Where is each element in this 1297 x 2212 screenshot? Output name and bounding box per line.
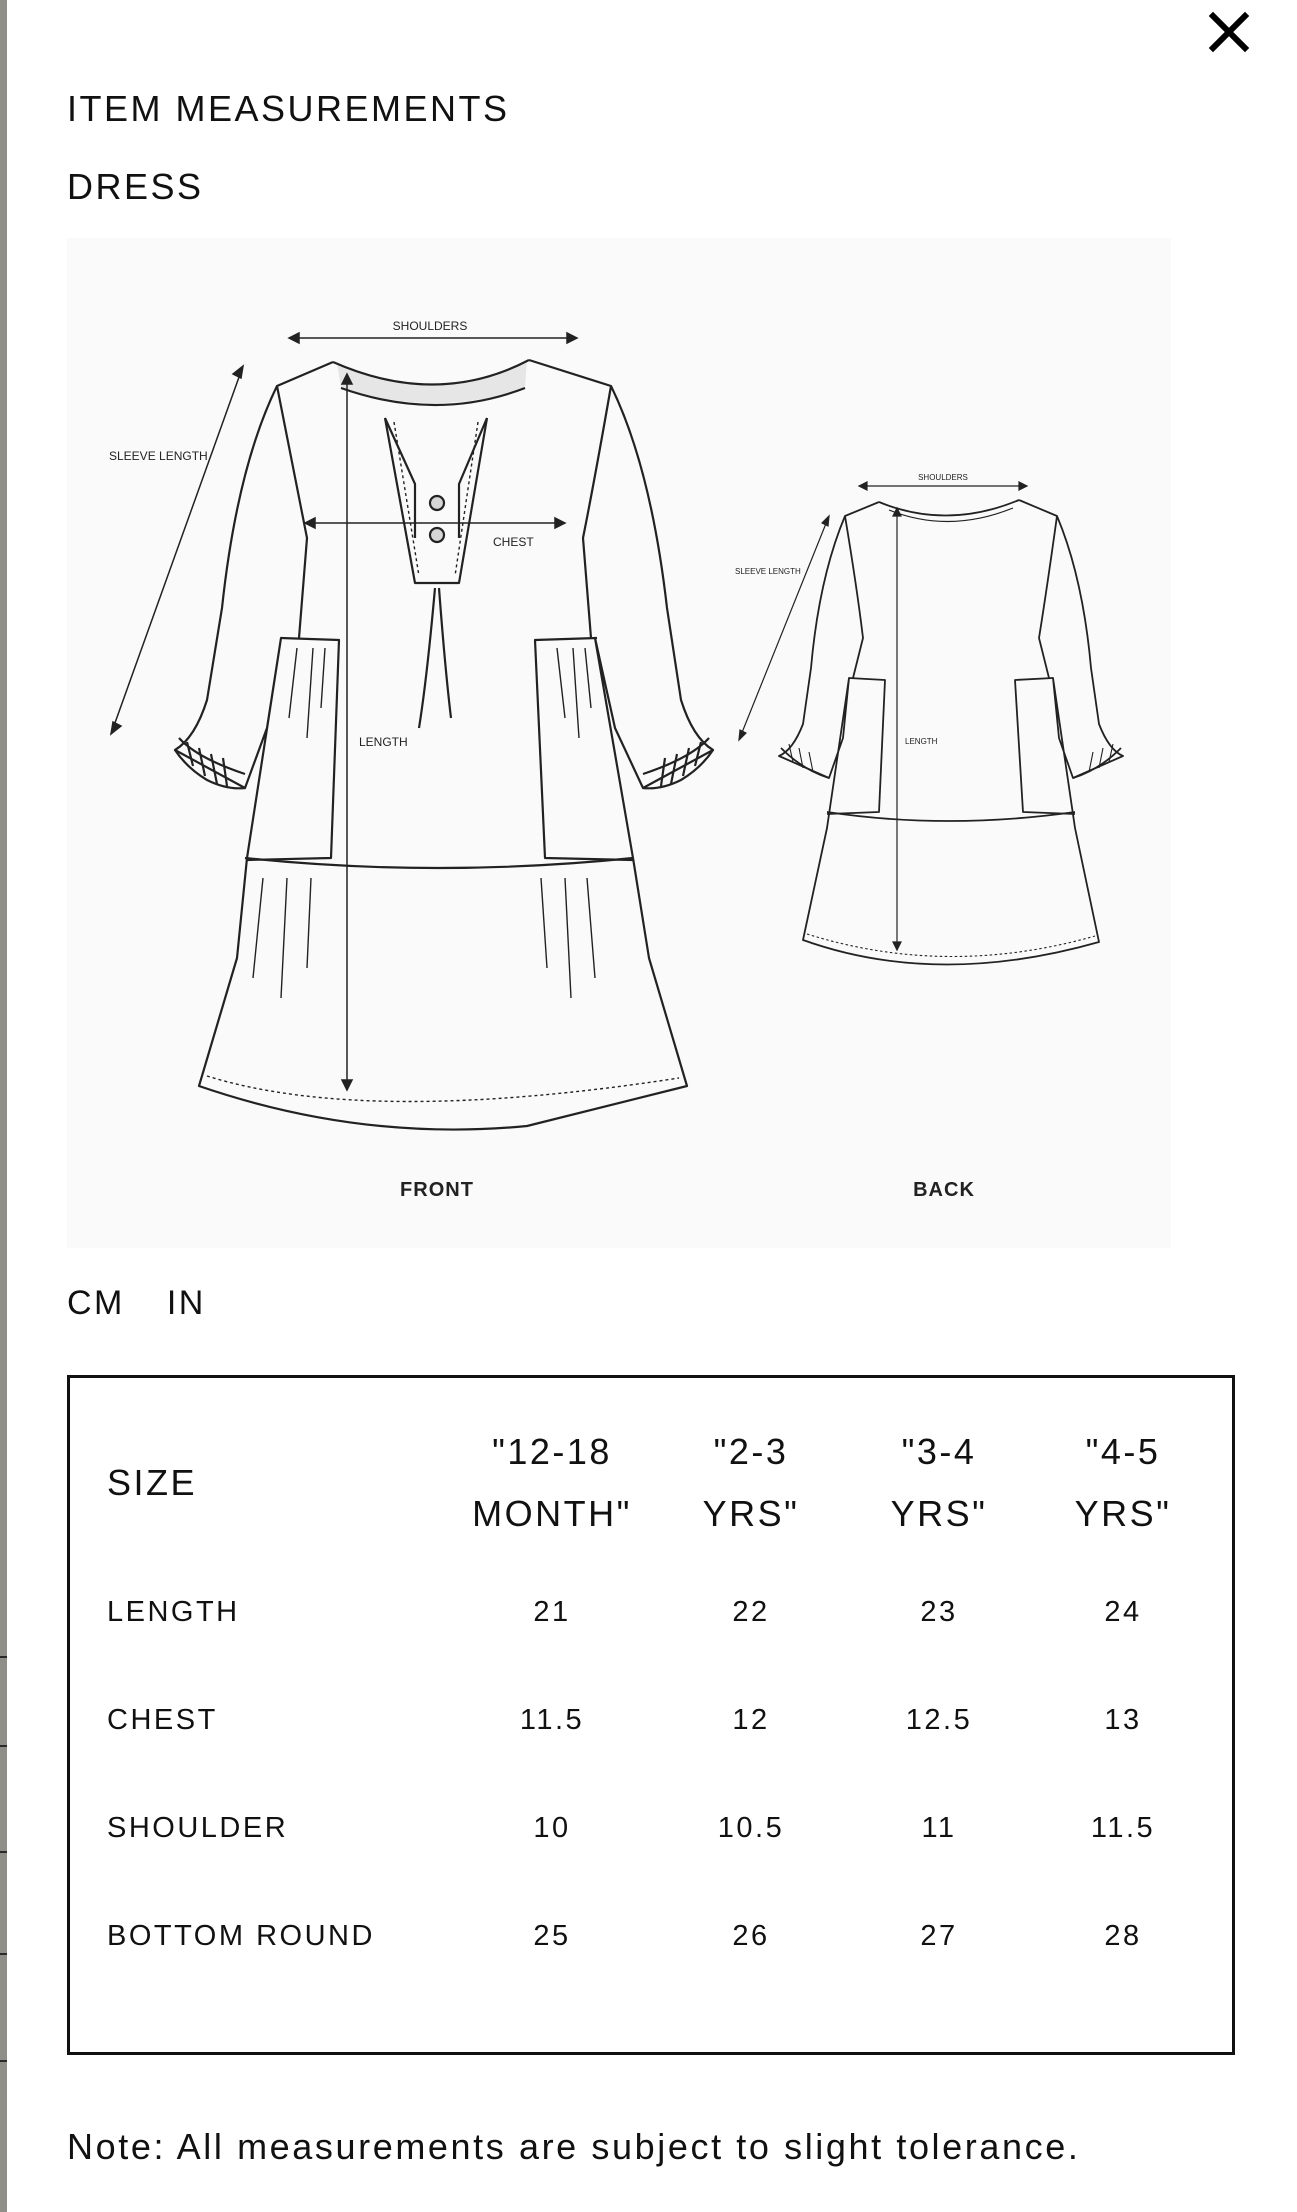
tolerance-note: Note: All measurements are subject to slight tolerance.	[67, 2126, 1081, 2167]
front-shoulders-label: SHOULDERS	[392, 319, 468, 333]
size-header-12-18-month: "12-18 MONTH"	[472, 1431, 632, 1534]
edge-divider	[0, 2060, 7, 2062]
table-row	[107, 1774, 1213, 1882]
table-cell: 23	[920, 1595, 958, 1628]
table-cell: 25	[533, 1919, 571, 1952]
close-icon	[1205, 8, 1253, 56]
edge-divider	[0, 1745, 7, 1747]
table-cell: 12	[732, 1703, 770, 1736]
table-row	[107, 1882, 1213, 1990]
table-cell: 26	[732, 1919, 770, 1952]
unit-toggle	[67, 1284, 206, 1323]
size-chart-table	[67, 1375, 1235, 2055]
row-label: CHEST	[107, 1703, 218, 1736]
table-cell: 22	[732, 1595, 770, 1628]
back-shoulders-label: SHOULDERS	[918, 473, 968, 482]
size-header-3-4-yrs: "3-4 YRS"	[890, 1431, 988, 1534]
table-row	[107, 1666, 1213, 1774]
front-caption: FRONT	[400, 1179, 474, 1201]
front-measure-lines	[111, 333, 577, 1090]
size-column-header: SIZE	[107, 1462, 198, 1503]
table-cell: 28	[1104, 1919, 1142, 1952]
table-cell: 10.5	[717, 1811, 785, 1844]
unit-cm-button[interactable]: CM	[67, 1284, 125, 1322]
table-cell: 24	[1104, 1595, 1142, 1628]
size-header-4-5-yrs: "4-5 YRS"	[1074, 1431, 1172, 1534]
table-cell: 11.5	[519, 1703, 585, 1736]
row-label: BOTTOM ROUND	[107, 1919, 375, 1952]
size-header-2-3-yrs: "2-3 YRS"	[702, 1431, 800, 1534]
row-label: LENGTH	[107, 1595, 240, 1628]
close-button[interactable]	[1205, 8, 1253, 56]
background-page-edge	[0, 0, 7, 2212]
table-cell: 11	[921, 1811, 957, 1844]
back-length-label: LENGTH	[905, 737, 938, 746]
table-cell: 11.5	[1090, 1811, 1156, 1844]
row-label: SHOULDER	[107, 1811, 289, 1844]
measurement-diagram	[67, 238, 1171, 1248]
table-cell: 13	[1104, 1703, 1142, 1736]
front-sleeve-length-label: SLEEVE LENGTH	[109, 449, 208, 463]
front-chest-label: CHEST	[493, 535, 534, 549]
unit-in-button[interactable]: IN	[166, 1284, 206, 1322]
modal-title: ITEM MEASUREMENTS	[67, 88, 510, 129]
front-length-label: LENGTH	[359, 735, 408, 749]
table-cell: 10	[533, 1811, 571, 1844]
table-cell: 12.5	[905, 1703, 973, 1736]
back-sleeve-length-label: SLEEVE LENGTH	[735, 567, 801, 576]
table-row	[107, 1558, 1213, 1666]
back-caption: BACK	[913, 1179, 975, 1201]
back-dress-illustration	[779, 500, 1123, 965]
edge-divider	[0, 1851, 7, 1853]
table-header-row	[107, 1408, 1213, 1558]
front-dress-illustration	[175, 360, 713, 1130]
edge-divider	[0, 1953, 7, 1955]
table-cell: 21	[533, 1595, 571, 1628]
table-cell: 27	[920, 1919, 958, 1952]
edge-divider	[0, 1656, 7, 1658]
product-name: DRESS	[67, 166, 204, 207]
